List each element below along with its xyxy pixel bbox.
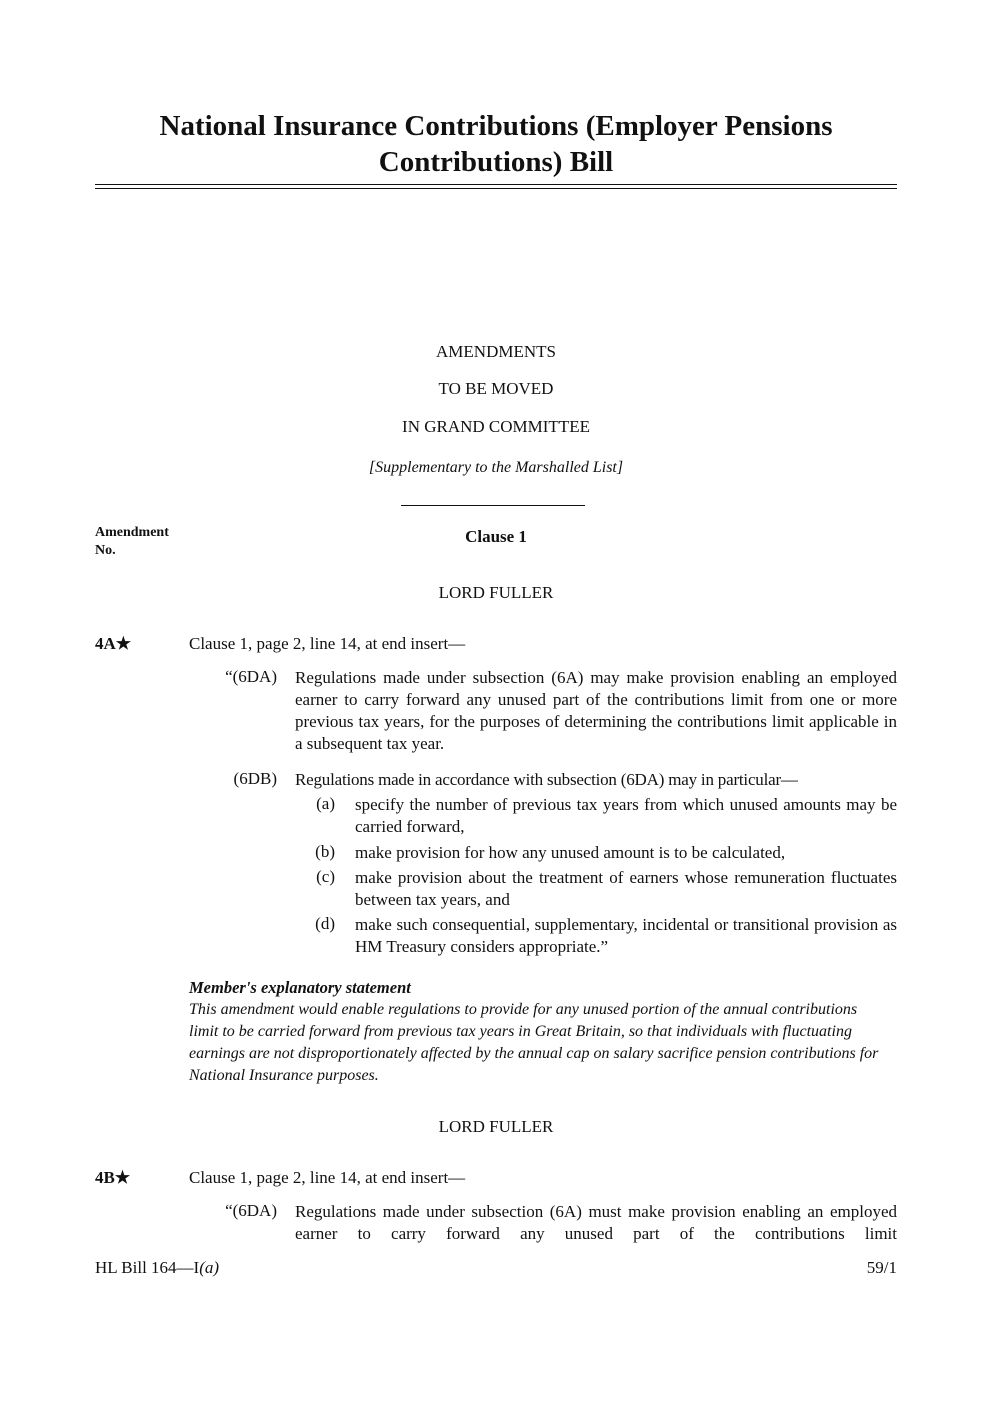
explanatory-statement-text: This amendment would enable regulations to provide for any unused portion of the annual contributions limit to be carried forward from previous tax years in Great Britain, so that individuals with fluctuating earnings are not disproportionately affected by the annual cap on salary sacrifice pension contributions for National Insurance purposes. — [189, 1001, 879, 1084]
section-rule — [401, 505, 585, 506]
clause-heading: Clause 1 — [465, 527, 527, 546]
item-label: (a) — [316, 794, 335, 813]
amendment-number: 4B★ — [95, 1168, 131, 1187]
item-text: make provision for how any unused amount is to be calculated, — [355, 843, 786, 862]
bill-reference: HL Bill 164—I(a) — [95, 1258, 220, 1277]
subsection-text: Regulations made in accordance with subsection (6DA) may in particular— — [295, 770, 798, 789]
subsection-text: Regulations made under subsection (6A) may make provision enabling an employed earner to carry forward any unused part of the contributions limit from one or more previous tax years, for the purposes of determining the contributions limit applicable in a subsequent tax year. — [295, 668, 897, 753]
amendment-no-label: Amendment No. — [95, 525, 169, 558]
explanatory-statement-heading: Member's explanatory statement — [189, 978, 411, 997]
item-label: (d) — [315, 914, 335, 933]
heading-grand-committee: IN GRAND COMMITTEE — [402, 417, 590, 436]
amendment-number: 4A★ — [95, 634, 132, 653]
subsection-label: “(6DA) — [225, 1201, 277, 1220]
member-name: LORD FULLER — [438, 1117, 554, 1136]
item-label: (b) — [315, 842, 335, 861]
bill-title: National Insurance Contributions (Employer Pensions Contributions) Bill — [159, 110, 833, 178]
page-number: 59/1 — [866, 1258, 897, 1277]
title-rule-top — [95, 184, 897, 185]
member-name: LORD FULLER — [438, 583, 554, 602]
item-text: make such consequential, supplementary, incidental or transitional provision as HM Treasury considers appropriate.” — [355, 915, 897, 956]
amendment-instruction: Clause 1, page 2, line 14, at end insert— — [189, 1168, 466, 1187]
subsection-label: “(6DA) — [225, 667, 277, 686]
heading-amendments: AMENDMENTS — [436, 342, 556, 361]
title-rule-bottom — [95, 188, 897, 189]
item-label: (c) — [316, 867, 335, 886]
supplementary-note: [Supplementary to the Marshalled List] — [368, 459, 624, 476]
amendment-instruction: Clause 1, page 2, line 14, at end insert— — [189, 634, 466, 653]
subsection-text: Regulations made under subsection (6A) must make provision enabling an employed earner to carry forward any unused part of the contributions limit — [295, 1202, 897, 1243]
item-text: make provision about the treatment of earners whose remuneration fluctuates between tax years, and — [355, 868, 897, 909]
subsection-label: (6DB) — [233, 769, 277, 788]
heading-to-be-moved: TO BE MOVED — [438, 379, 554, 398]
item-text: specify the number of previous tax years from which unused amounts may be carried forward, — [355, 795, 897, 836]
